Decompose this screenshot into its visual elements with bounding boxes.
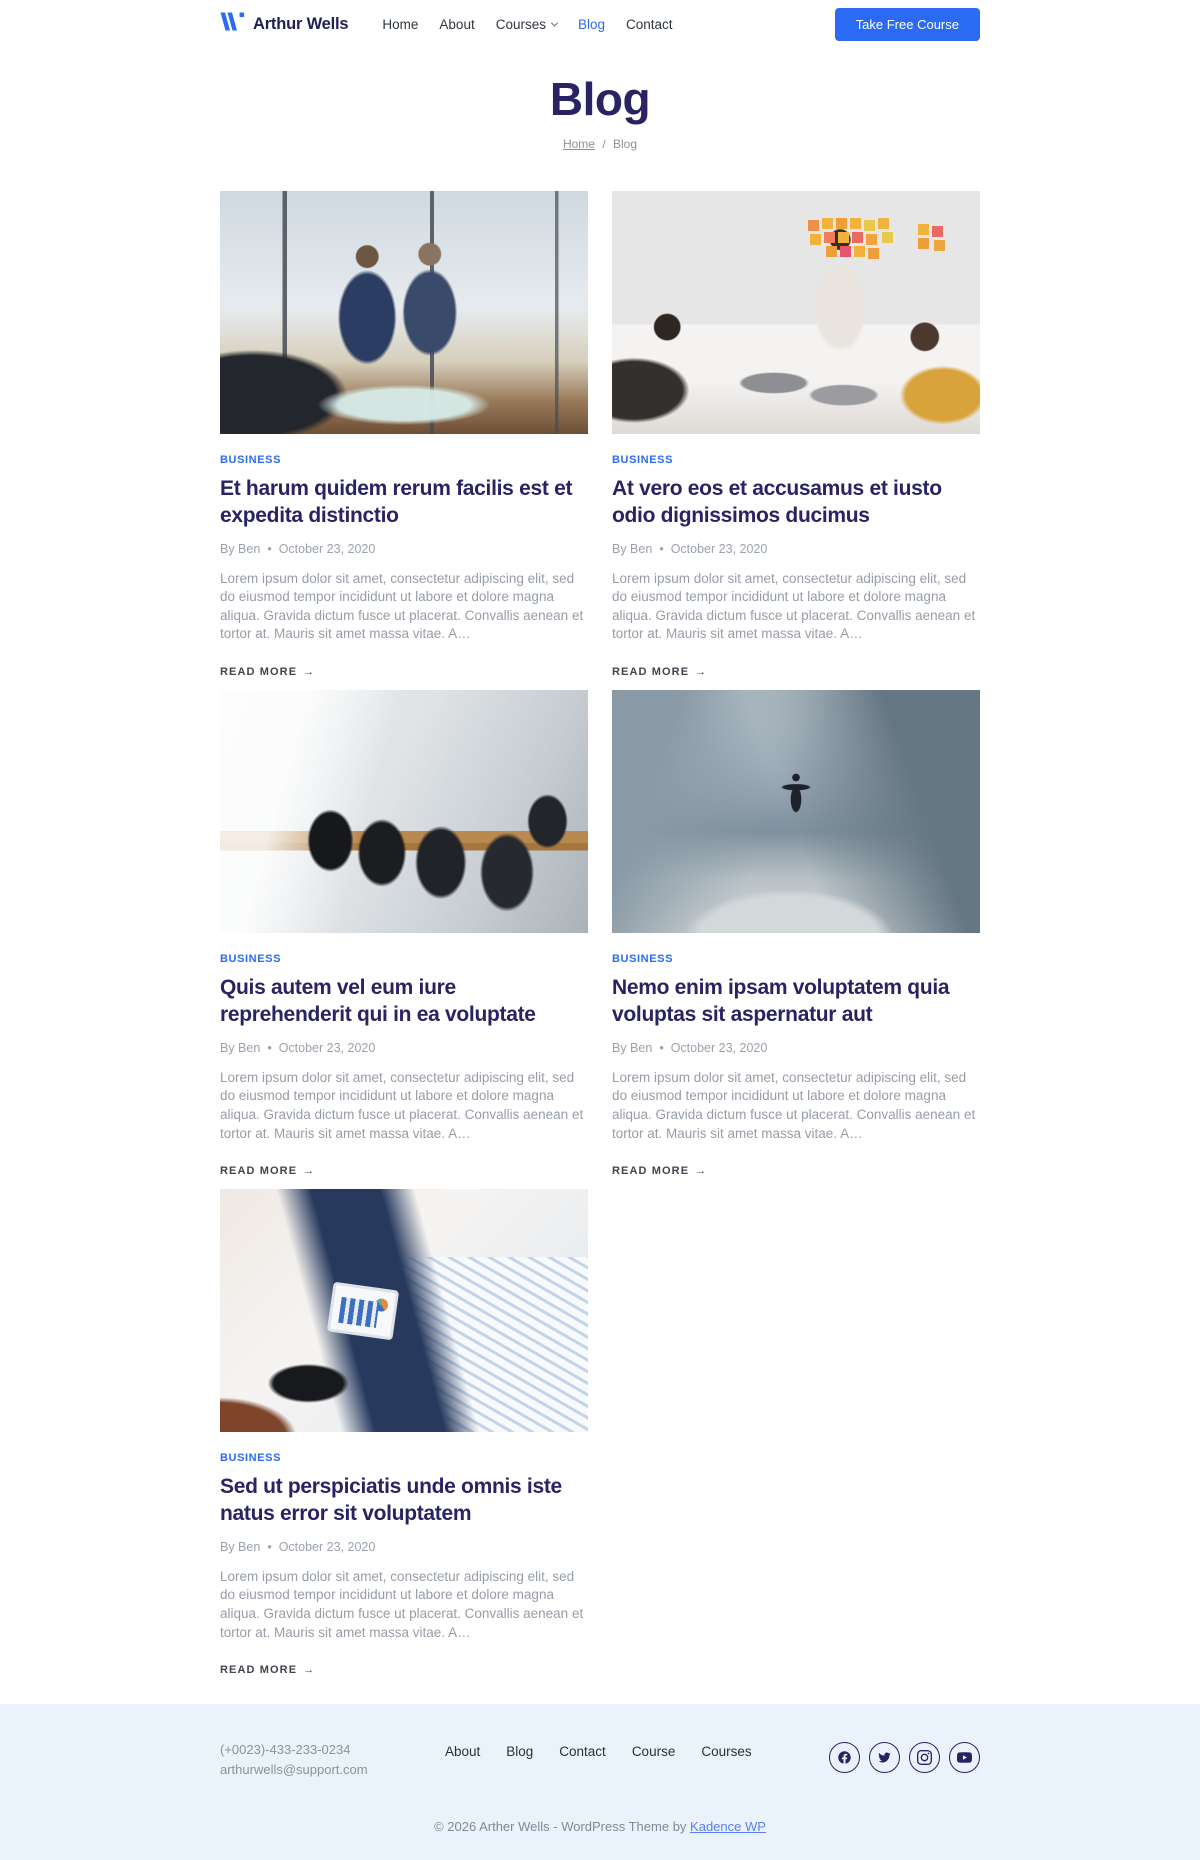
post-date: October 23, 2020 <box>670 541 768 556</box>
post-date: October 23, 2020 <box>278 1040 376 1055</box>
read-more-link[interactable] <box>612 666 707 678</box>
blog-grid <box>220 191 980 1678</box>
post-card <box>612 690 980 1179</box>
instagram-icon[interactable] <box>909 1742 940 1773</box>
footer-nav-course[interactable]: Course <box>631 1744 676 1760</box>
nav-item-about[interactable]: About <box>439 16 475 32</box>
nav-item-courses-label: Courses <box>495 16 546 32</box>
nav-item-courses[interactable] <box>496 17 557 32</box>
read-more-label: READ MORE <box>612 666 690 679</box>
post-category[interactable]: BUSINESS <box>220 454 282 466</box>
meta-dot: • <box>659 541 664 556</box>
main-nav <box>382 17 672 32</box>
footer-email: arthurwells@support.com <box>220 1762 368 1778</box>
meta-dot: • <box>267 541 272 556</box>
read-more-link[interactable] <box>612 1165 707 1177</box>
footer-contact <box>220 1740 368 1780</box>
breadcrumb-current: Blog <box>613 137 638 151</box>
footer-nav-blog[interactable]: Blog <box>506 1744 534 1760</box>
post-category[interactable]: BUSINESS <box>612 953 674 966</box>
arrow-right-icon: → <box>303 1165 316 1178</box>
post-card <box>220 690 588 1179</box>
footer-nav <box>445 1744 752 1759</box>
post-title[interactable]: At vero eos et accusamus et iusto odio dignissimos ducimus <box>612 477 942 528</box>
brand[interactable] <box>220 12 348 36</box>
post-title[interactable]: Quis autem vel eum iure reprehenderit qui in ea voluptate <box>220 976 536 1027</box>
footer-phone: (+0023)-433-233-0234 <box>220 1742 351 1758</box>
read-more-link[interactable] <box>220 1664 315 1676</box>
brand-logo-icon <box>220 12 245 36</box>
youtube-icon[interactable] <box>949 1742 980 1773</box>
sticky-notes-shape <box>822 218 833 229</box>
post-date: October 23, 2020 <box>670 1040 768 1055</box>
read-more-link[interactable] <box>220 1165 315 1177</box>
read-more-label: READ MORE <box>612 1165 690 1178</box>
post-excerpt: Lorem ipsum dolor sit amet, consectetur adipiscing elit, sed do eiusmod tempor incididunt ut labore et dolore magna aliqua. Gravida dictum fusce ut placerat. Convallis aenean et tortor at. Mauris sit amet massa vitae. A… <box>220 1568 584 1640</box>
post-card <box>220 1189 588 1678</box>
footer-nav-courses[interactable]: Courses <box>701 1744 752 1760</box>
post-author[interactable]: By Ben <box>220 541 261 556</box>
post-thumbnail[interactable] <box>612 690 980 933</box>
read-more-link[interactable] <box>220 666 315 678</box>
meta-dot: • <box>267 1539 272 1554</box>
kadence-wp-link[interactable]: Kadence WP <box>690 1818 766 1834</box>
post-card <box>612 191 980 680</box>
post-author[interactable]: By Ben <box>220 1539 261 1554</box>
arrow-right-icon: → <box>695 666 708 679</box>
copyright-text: © 2026 Arther Wells - WordPress Theme by <box>434 1818 691 1834</box>
read-more-label: READ MORE <box>220 666 298 679</box>
nav-item-blog[interactable]: Blog <box>577 16 606 32</box>
header-inner <box>220 0 980 48</box>
post-thumbnail[interactable] <box>220 191 588 434</box>
meta-dot: • <box>267 1040 272 1055</box>
chevron-down-icon <box>551 19 558 26</box>
post-meta <box>220 1041 588 1055</box>
footer-nav-about[interactable]: About <box>444 1744 481 1760</box>
post-excerpt: Lorem ipsum dolor sit amet, consectetur adipiscing elit, sed do eiusmod tempor incididunt ut labore et dolore magna aliqua. Gravida dictum fusce ut placerat. Convallis aenean et tortor at. Mauris sit amet massa vitae. A… <box>220 570 584 642</box>
post-author[interactable]: By Ben <box>220 1040 261 1055</box>
post-category[interactable]: BUSINESS <box>220 1452 282 1465</box>
post-excerpt: Lorem ipsum dolor sit amet, consectetur adipiscing elit, sed do eiusmod tempor incididunt ut labore et dolore magna aliqua. Gravida dictum fusce ut placerat. Convallis aenean et tortor at. Mauris sit amet massa vitae. A… <box>612 1069 976 1141</box>
post-meta <box>612 1041 980 1055</box>
breadcrumb-home-link[interactable]: Home <box>562 137 595 151</box>
post-category[interactable]: BUSINESS <box>612 454 674 466</box>
social-links <box>829 1742 980 1773</box>
breadcrumb-separator: / <box>602 137 606 151</box>
meta-dot: • <box>659 1040 664 1055</box>
post-thumbnail[interactable] <box>220 1189 588 1432</box>
site-header <box>0 0 1200 48</box>
site-footer <box>0 1704 1200 1859</box>
post-title[interactable]: Nemo enim ipsam voluptatem quia voluptas sit aspernatur aut <box>612 976 950 1027</box>
tablet-shape <box>327 1282 399 1341</box>
breadcrumb <box>0 137 1200 151</box>
nav-item-home[interactable]: Home <box>382 16 419 32</box>
post-excerpt: Lorem ipsum dolor sit amet, consectetur adipiscing elit, sed do eiusmod tempor incididunt ut labore et dolore magna aliqua. Gravida dictum fusce ut placerat. Convallis aenean et tortor at. Mauris sit amet massa vitae. A… <box>220 1069 584 1141</box>
post-date: October 23, 2020 <box>278 1539 376 1554</box>
footer-nav-contact[interactable]: Contact <box>559 1744 606 1760</box>
brand-name: Arthur Wells <box>253 14 349 33</box>
footer-top <box>220 1740 980 1780</box>
post-category[interactable]: BUSINESS <box>220 953 282 966</box>
post-meta <box>612 542 980 556</box>
read-more-label: READ MORE <box>220 1165 298 1178</box>
nav-item-contact[interactable]: Contact <box>626 16 673 32</box>
post-title[interactable]: Sed ut perspiciatis unde omnis iste natus error sit voluptatem <box>220 1475 562 1526</box>
post-card <box>220 191 588 680</box>
post-title[interactable]: Et harum quidem rerum facilis est et expedita distinctio <box>220 477 573 528</box>
page-title: Blog <box>549 73 651 125</box>
post-author[interactable]: By Ben <box>612 1040 653 1055</box>
post-date: October 23, 2020 <box>278 541 376 556</box>
facebook-icon[interactable] <box>829 1742 860 1773</box>
post-meta <box>220 542 588 556</box>
read-more-label: READ MORE <box>220 1664 298 1677</box>
page-hero <box>0 48 1200 191</box>
post-meta <box>220 1540 588 1554</box>
post-thumbnail[interactable] <box>612 191 980 434</box>
post-author[interactable]: By Ben <box>612 541 653 556</box>
twitter-icon[interactable] <box>869 1742 900 1773</box>
post-excerpt: Lorem ipsum dolor sit amet, consectetur adipiscing elit, sed do eiusmod tempor incididunt ut labore et dolore magna aliqua. Gravida dictum fusce ut placerat. Convallis aenean et tortor at. Mauris sit amet massa vitae. A… <box>612 570 976 642</box>
arrow-right-icon: → <box>303 666 316 679</box>
arrow-right-icon: → <box>695 1165 708 1178</box>
arrow-right-icon: → <box>303 1664 316 1677</box>
take-free-course-button[interactable]: Take Free Course <box>835 8 980 41</box>
post-thumbnail[interactable] <box>220 690 588 933</box>
copyright <box>0 1819 1200 1834</box>
